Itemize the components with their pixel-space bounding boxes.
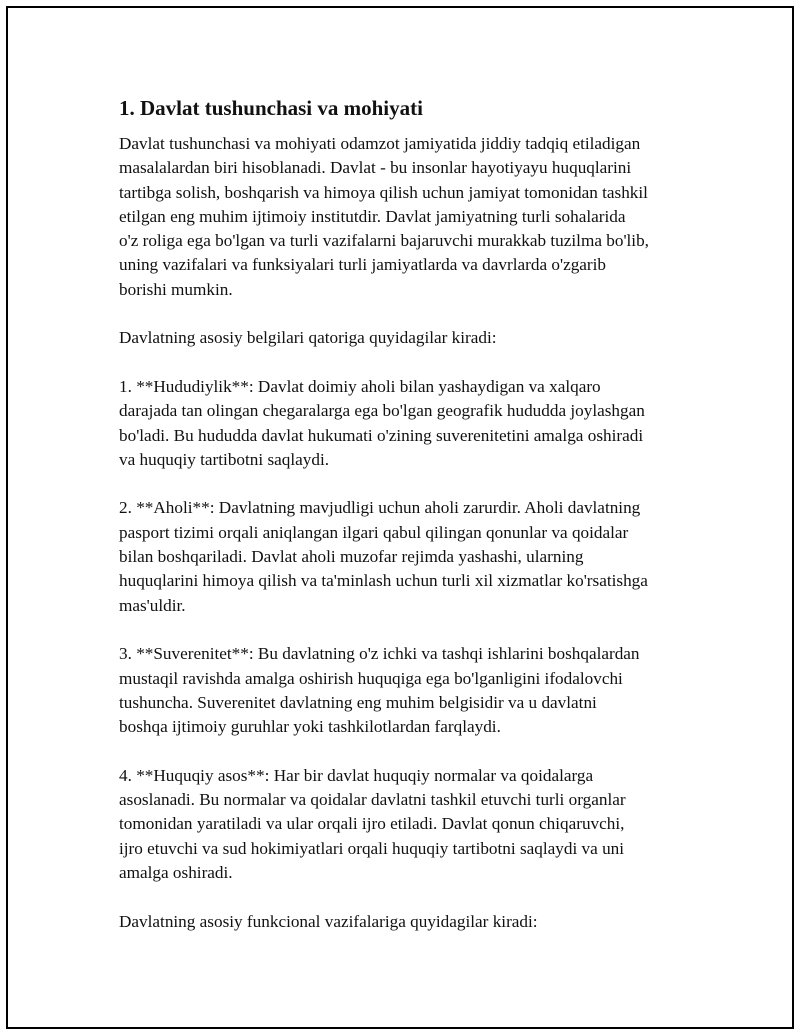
section-title: 1. Davlat tushunchasi va mohiyati [119, 96, 423, 120]
feature-territory-paragraph: 1. **Hududiylik**: Davlat doimiy aholi bilan yashaydigan va xalqaro darajada tan olingan chegaralarga ega bo'lgan geografik hududda joylashgan bo'ladi. Bu hududda davlat hukumati o'zining suverenitetini amalga oshiradi va huquqiy tartibotni saqlaydi. [119, 376, 645, 469]
document-body [119, 94, 709, 958]
feature-legal-basis-paragraph: 4. **Huquqiy asos**: Har bir davlat huquqiy normalar va qoidalarga asoslanadi. Bu normalar va qoidalar davlatni tashkil etuvchi turli organlar tomonidan yaratiladi va ular orqali ijro etiladi. Davlat qonun chiqaruvchi, ijro etuvchi va sud hokimiyatlari orqali huquqiy tartibotni saqlaydi va uni amalga oshiradi. [119, 765, 626, 882]
feature-population-paragraph: 2. **Aholi**: Davlatning mavjudligi uchun aholi zarurdir. Aholi davlatning pasport tizimi orqali aniqlangan ilgari qabul qilingan qonunlar va qoidalar bilan boshqariladi. Davlat aholi muzofar rejimda yashashi, ularning huquqlarini himoya qilish va ta'minlash uchun turli xil xizmatlar ko'rsatishga mas'uldir. [119, 498, 648, 615]
page-frame [6, 6, 794, 1029]
feature-sovereignty-paragraph: 3. **Suverenitet**: Bu davlatning o'z ichki va tashqi ishlarini boshqalardan mustaqil ravishda amalga oshirish huquqiga ega bo'lganligini ifodalovchi tushuncha. Suverenitet davlatning eng muhim belgisidir va u davlatni boshqa ijtimoiy guruhlar yoki tashkilotlardan farqlaydi. [119, 644, 640, 737]
features-lead-paragraph: Davlatning asosiy belgilari qatoriga quyidagilar kiradi: [119, 328, 497, 348]
intro-paragraph: Davlat tushunchasi va mohiyati odamzot jamiyatida jiddiy tadqiq etiladigan masalalardan biri hisoblanadi. Davlat - bu insonlar hayotiyayu huquqlarini tartibga solish, boshqarish va himoya qilish uchun jamiyat tomonidan tashkil etilgan eng muhim ijtimoiy institutdir. Davlat jamiyatning turli sohalarida o'z roliga ega bo'lgan va turli vazifalarni bajaruvchi murakkab tuzilma bo'lib, uning vazifalari va funksiyalari turli jamiyatlarda va davrlarda o'zgarib borishi mumkin. [119, 134, 649, 299]
functions-lead-paragraph: Davlatning asosiy funkcional vazifalariga quyidagilar kiradi: [119, 911, 538, 931]
